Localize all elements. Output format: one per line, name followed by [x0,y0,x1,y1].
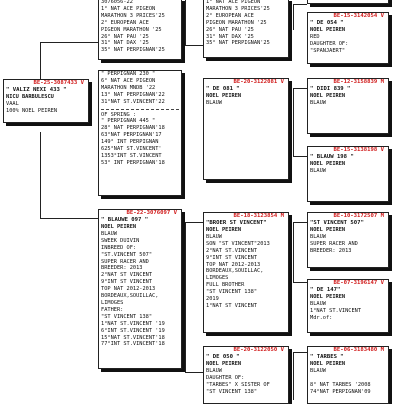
connector-line [293,352,307,353]
color: BLAUW [310,367,326,374]
connector-line [40,42,100,43]
connector-line [185,0,186,45]
grandsire-line: 1°NAT ST VINCENT [206,302,258,309]
note: "SPANJAERT" [310,47,346,54]
dam-line: BLAUW [101,230,117,237]
pigeon-name: " VALIZ NEXI 433 " [6,87,67,93]
color: BLAUW [206,99,222,106]
owner: NOEL PEIREN [310,361,346,367]
sire-line: 35° NAT PERPIGNAN'25 [101,47,165,54]
grandsire-line: MARATHON 3 PRICES'25 [206,5,270,12]
ring-number: BE-20-3122050 V [233,347,284,353]
sire-line: 1° NAT ACE PIGEON [101,5,156,12]
offspring-line: 53° INT PERPIGNAN'18 [101,159,165,166]
offspring-line: " PERPIGNAN 445 " [101,118,156,125]
sire-line: PIGEON MARATHON '25 [101,26,162,33]
owner: NICU BARBULESCU [6,94,54,100]
pigeon-name: " DIDI 839 " [310,86,351,92]
grand-dam-line: BLAUW [206,367,222,374]
connector-line [293,352,294,400]
note: SUPER RACER AND [310,240,358,247]
pigeon-name: " DE 054 " [310,20,344,26]
grand-dam-line: DAUGHTER OF: [206,374,245,381]
note: 8° NAT TARBES '2008 [310,381,371,388]
ring-number: BE-15-3138198 V [333,147,384,153]
offspring-line: 63°NAT PERPIGNAN'17 [101,132,162,139]
sire-card[interactable] [98,0,182,60]
connector-line [293,88,294,156]
grandsire-line: 26° NAT PAU '25 [206,26,254,33]
pigeon-name: " DE 081 " [206,86,240,92]
great-grandparent-card[interactable] [307,0,389,4]
note: 1°NAT ST.VINCENT [310,307,362,314]
connector-line [185,45,203,46]
grandsire-line: 2° EUROPEAN ACE [206,12,254,19]
offspring-line: 1353°INT ST.VINCENT [101,152,162,159]
connector-line [40,132,41,218]
subject-card[interactable] [3,79,89,123]
color: BLAUW [310,99,326,106]
owner: NOEL PEIREN [206,227,242,233]
ring-number: BE-20-3122081 V [233,79,284,85]
note: 100% NOEL PEIREN [6,107,58,114]
owner: NOEL PEIREN [310,161,346,167]
pigeon-name: " DE 147" [310,287,341,293]
grandsire-line: 2019 [206,296,219,303]
grandsire-line: 9°INT ST VINCENT [206,254,258,261]
sire-dam-line: MARATHON MNDB '22 [101,84,156,91]
pigeon-name: " DE 050 " [206,354,240,360]
grandsire-line: BORDEAUX,SOUILLAC, [206,268,264,275]
pigeon-name: "ST VINCENT 507" [310,220,364,226]
dam-line: LIMOGES [101,299,124,306]
grandsire-line: FULL BROTHER [206,282,245,289]
dam-line: SWEEK DUIVIN [101,237,140,244]
grandsire-line: PIGEON MARATHON '25 [206,19,267,26]
grandsire-line: "ST VINCENT 138" [206,289,258,296]
sire-line: 31° NAT DAX '25 [101,40,149,47]
grandsire-line: LIMOGES [206,275,229,282]
grandsire-line: BLAUW [206,233,222,240]
grand-dam-card[interactable] [203,346,289,404]
grandsire-card[interactable] [203,212,289,333]
color: BLAUW [310,300,326,307]
grandsire-line: 31° NAT DAX '25 [206,33,254,40]
note: 74°NAT PERPIGNAN'09 [310,388,371,395]
connector-line [185,222,203,223]
connector-line [185,372,203,373]
grandsire-card[interactable] [203,0,289,58]
dam-line: "ST VINCENT 138" [101,313,153,320]
sire-dam-card[interactable] [98,70,182,196]
connector-line [293,222,307,223]
grandsire-line: 1° NAT ACE PIGEON [206,0,261,5]
pigeon-name: " BLAUWE 097 " [101,217,149,223]
grand-dam-card[interactable] [203,78,289,180]
dam-line: 15°NAT ST.VINCENT'18 [101,334,165,341]
offspring-line: 149° INT PERPIGNAN [101,139,159,146]
owner: NOEL PEIREN [310,27,346,33]
connector-line [293,4,294,30]
offspring-line: 28° NAT PERPIGNAN'18 [101,125,165,132]
dam-line: 6°INT ST.VINCENT '19 [101,327,165,334]
great-grandparent-card[interactable] [307,346,389,404]
sire-dam-line: 13° NAT PERPIGNAN'22 [101,91,165,98]
pigeon-name: "BROER ST VINCENT" [206,220,267,226]
ring-number: BE-06-3183480 M [333,347,384,353]
note: DAUGHTER OF: [310,40,349,47]
pigeon-name: " TARBES " [310,354,344,360]
connector-line [293,282,307,283]
dam-line: BORDEAUX,SOUILLAC, [101,293,159,300]
grand-dam-line: "ST VINCENT 138" [206,388,258,395]
dam-line: 2°NAT ST VINCENT [101,272,153,279]
connector-line [40,42,41,80]
dam-line: TOP NAT 2012-2013 [101,286,156,293]
great-grandparent-card[interactable] [307,12,389,64]
note: BREEDER: 2013 [310,247,352,254]
owner: NOEL PEIREN [310,227,346,233]
dam-line: SUPER RACER AND [101,258,149,265]
dam-line: "ST.VINCENT 507" [101,251,153,258]
dam-line: INBREED OF: [101,244,137,251]
ring-number: BE-10-3172507 M [333,213,384,219]
sire-dam-line: " PERPIGNAN 230 " [101,71,156,77]
color: VAAL [6,100,19,107]
dam-line: 77°INT ST.VINCENT'18 [101,341,165,348]
owner: NOEL PEIREN [310,294,346,300]
connector-line [293,222,294,282]
great-grandparent-card[interactable] [307,146,389,202]
divider [101,109,179,110]
dam-line: FATHER: [101,306,124,313]
ring-number: BE-22-3076097 V [126,210,177,216]
grandsire-line: TOP NAT 2012-2013 [206,261,261,268]
sire-line: MARATHON 3 PRICES'25 [101,12,165,19]
great-grandparent-card[interactable] [307,78,389,134]
dam-line: 1°NAT ST.VINCENT '19 [101,320,165,327]
owner: NOEL PEIREN [101,224,137,230]
grand-dam-line: "TARBES" X SISTER OF [206,381,270,388]
connector-line [293,4,307,5]
ring-number: BE-07-3196147 V [333,280,384,286]
dam-card[interactable] [98,209,182,369]
sire-line: 3076056-22 [101,0,133,5]
note: Mdr.of: [310,314,333,321]
note [310,375,386,382]
ring-number: BE-25-3087433 V [33,80,84,86]
owner: NOEL PEIREN [310,93,346,99]
offspring-line: 625°NAT ST.VINCENT' [101,146,162,153]
dam-line: 9°INT ST VINCENT [101,279,153,286]
connector-line [293,88,307,89]
sire-line: 2° EUROPEAN ACE [101,19,149,26]
sire-dam-line: 6° NAT ACE PIGEON [101,77,156,84]
color: BLAUW [310,233,326,240]
grandsire-line: 35° NAT PERPIGNAN'25 [206,40,270,47]
grandsire-line: 2°NAT ST.VINCENT [206,247,258,254]
owner: NOEL PEIREN [206,361,242,367]
offspring-line: OF SPRING : [101,111,137,118]
color: BLAUW [310,167,326,174]
owner: NOEL PEIREN [206,93,242,99]
sire-dam-line: 31°NAT ST.VINCENT'22 [101,98,165,105]
dam-line: BREEDER: 2013 [101,265,143,272]
connector-line [293,156,307,157]
connector-line [40,218,100,219]
great-grandparent-card[interactable] [307,212,389,268]
pigeon-name: " BLAUW 198 " [310,154,354,160]
sire-line: 26° NAT PAU '25 [101,33,149,40]
connector-line [185,222,186,372]
ring-number: BE-12-3158839 M [333,79,384,85]
great-grandparent-card[interactable] [307,279,389,333]
color: RED [310,33,320,40]
ring-number: BE-15-3142054 V [333,13,384,19]
grandsire-line: SON "ST VINCENT"2013 [206,240,270,247]
ring-number: BE-18-3123854 M [233,213,284,219]
